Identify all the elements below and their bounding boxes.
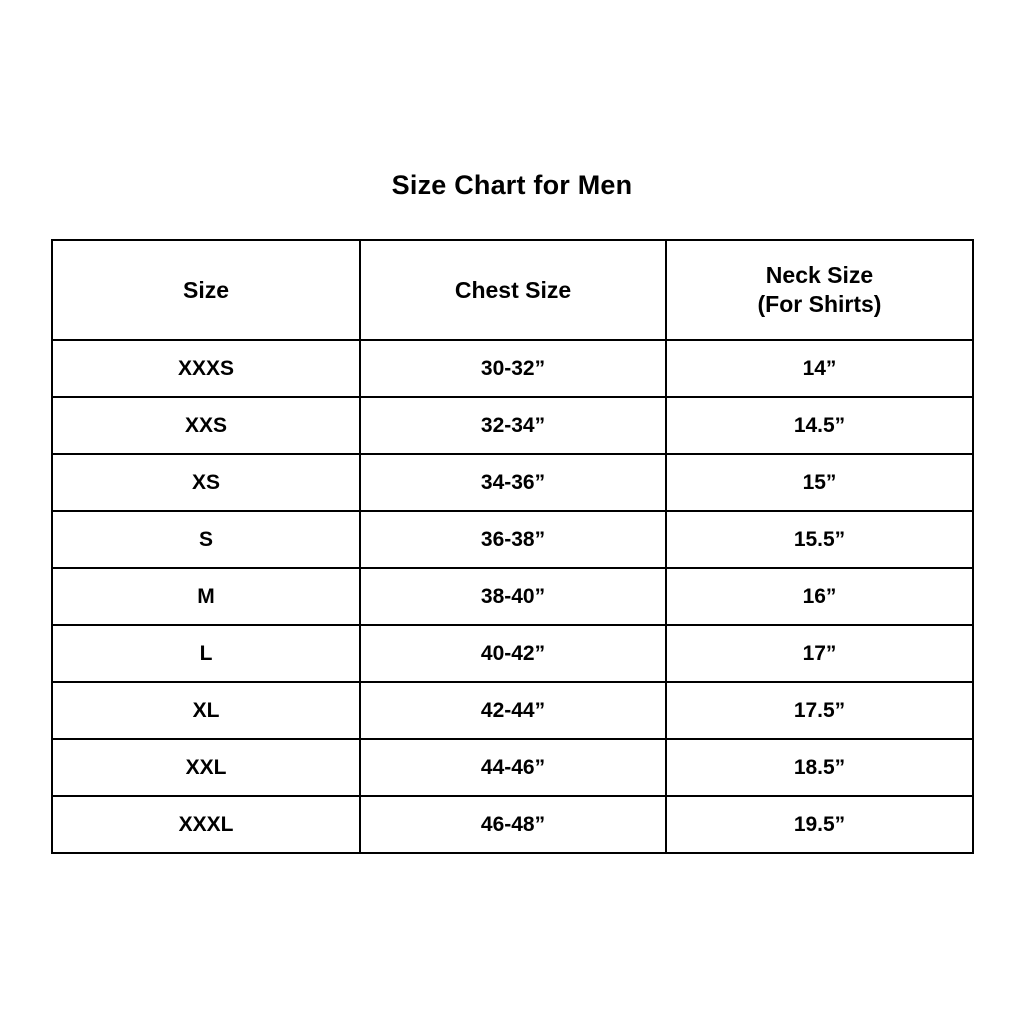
table-row bbox=[52, 625, 973, 682]
table-row bbox=[52, 739, 973, 796]
column-header-size-label: Size bbox=[182, 276, 230, 303]
cell-neck: 17” bbox=[666, 625, 973, 682]
cell-size: M bbox=[52, 568, 360, 625]
cell-chest: 32-34” bbox=[360, 397, 666, 454]
cell-chest: 46-48” bbox=[360, 796, 666, 853]
column-header-neck bbox=[666, 240, 973, 340]
table-row bbox=[52, 454, 973, 511]
cell-neck: 15” bbox=[666, 454, 973, 511]
cell-size: XXS bbox=[52, 397, 360, 454]
cell-neck: 15.5” bbox=[666, 511, 973, 568]
cell-size: S bbox=[52, 511, 360, 568]
cell-size: XS bbox=[52, 454, 360, 511]
cell-size: L bbox=[52, 625, 360, 682]
cell-chest: 34-36” bbox=[360, 454, 666, 511]
column-header-chest-label: Chest Size bbox=[454, 276, 572, 303]
cell-chest: 30-32” bbox=[360, 340, 666, 397]
column-header-size bbox=[52, 240, 360, 340]
size-chart-table bbox=[51, 239, 974, 854]
table-row bbox=[52, 511, 973, 568]
cell-neck: 17.5” bbox=[666, 682, 973, 739]
column-header-neck-sublabel: (For Shirts) bbox=[757, 291, 882, 317]
column-header-neck-label: Neck Size bbox=[765, 262, 874, 289]
cell-neck: 14” bbox=[666, 340, 973, 397]
table-row bbox=[52, 796, 973, 853]
cell-neck: 18.5” bbox=[666, 739, 973, 796]
column-header-chest bbox=[360, 240, 666, 340]
cell-chest: 44-46” bbox=[360, 739, 666, 796]
cell-size: XXXL bbox=[52, 796, 360, 853]
cell-neck: 19.5” bbox=[666, 796, 973, 853]
table-row bbox=[52, 340, 973, 397]
table-row bbox=[52, 682, 973, 739]
cell-chest: 36-38” bbox=[360, 511, 666, 568]
table-header-row bbox=[52, 240, 973, 340]
cell-chest: 42-44” bbox=[360, 682, 666, 739]
cell-neck: 14.5” bbox=[666, 397, 973, 454]
table-row bbox=[52, 397, 973, 454]
page-title: Size Chart for Men bbox=[391, 170, 633, 200]
cell-chest: 40-42” bbox=[360, 625, 666, 682]
cell-size: XL bbox=[52, 682, 360, 739]
table-row bbox=[52, 568, 973, 625]
cell-chest: 38-40” bbox=[360, 568, 666, 625]
cell-size: XXXS bbox=[52, 340, 360, 397]
cell-size: XXL bbox=[52, 739, 360, 796]
cell-neck: 16” bbox=[666, 568, 973, 625]
